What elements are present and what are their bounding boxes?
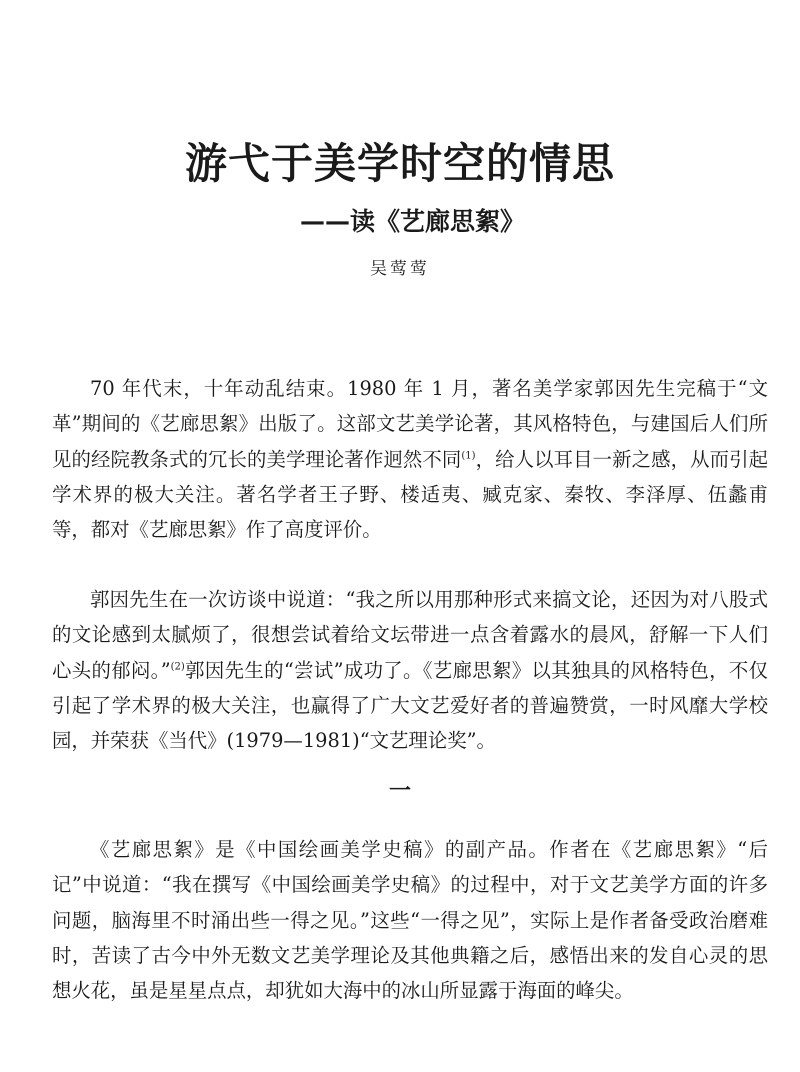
- author-name: 吴莺莺: [370, 259, 430, 279]
- paragraph-1-text-b: ，给人以耳目一新之感，从而引起学术界的极大关注。著名学者王子野、楼适夷、臧克家、秦牧、李泽厚、伍蠡甫等，都对《艺廊思絮》作了高度评价。: [52, 447, 769, 542]
- paragraph-1-text-a: 70 年代末，十年动乱结束。1980 年 1 月，著名美学家郭因先生完稿于“文革”期间的《艺廊思絮》出版了。这部文艺美学论著，其风格特色，与建国后人们所见的经院教条式的冗长的美学理论著作迥然不同: [52, 377, 768, 471]
- paragraph-2-text-a: 郭因先生在一次访谈中说道：“我之所以用那种形式来搞文论，还因为对八股式的文论感到太腻烦了，很想尝试着给文坛带进一点含着露水的晨风，舒解一下人们心头的郁闷。”: [52, 588, 768, 682]
- footnote-marker-1: (1): [461, 450, 476, 462]
- section-number: 一: [388, 779, 411, 804]
- article-subtitle: ——读《艺廊思絮》: [300, 207, 526, 236]
- paragraph-2-text-b: 郭因先生的“尝试”成功了。《艺廊思絮》以其独具的风格特色，不仅引起了学术界的极大关注，也赢得了广大文艺爱好者的普遍赞赏，一时风靡大学校园，并荣获《当代》(1979—1981)“文艺理论奖”。: [52, 658, 769, 753]
- paragraph-3: 《艺廊思絮》是《中国绘画美学史稿》的副产品。作者在《艺廊思絮》“后记”中说道：“我在撰写《中国绘画美学史稿》的过程中，对于文艺美学方面的许多问题，脑海里不时涌出些一得之见。”这些“一得之见”，实际上是作者备受政治磨难时，苦读了古今中外无数文艺美学理论及其他典籍之后，感悟出来的发自心灵的思想火花，虽是星星点点，却犹如大海中的冰山所显露于海面的峰尖。: [52, 838, 768, 1003]
- paragraph-1: [52, 371, 768, 547]
- paragraph-2: [52, 582, 768, 758]
- footnote-marker-2: (2): [170, 661, 185, 673]
- article-title: 游弋于美学时空的情思: [184, 139, 615, 188]
